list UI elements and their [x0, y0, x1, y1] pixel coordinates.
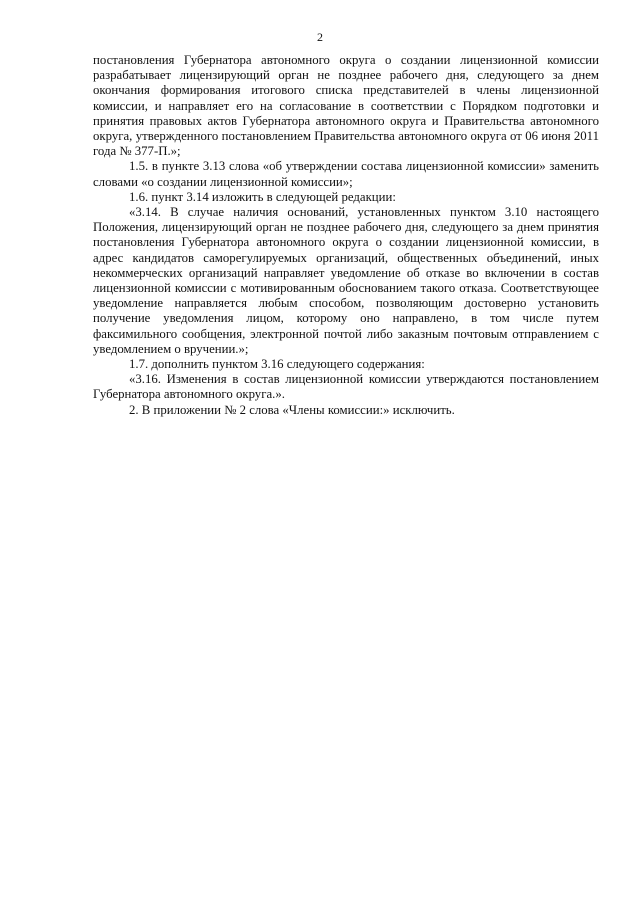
paragraph-item-2: 2. В приложении № 2 слова «Члены комиссии:» исключить. — [129, 402, 455, 417]
page-number: 2 — [317, 30, 323, 44]
document-body — [93, 53, 599, 418]
paragraph-clause-3-16: «3.16. Изменения в состав лицензионной комиссии утверждаются постановлением Губернатора автономного округа.». — [93, 372, 599, 402]
paragraph-item-1-7: 1.7. дополнить пунктом 3.16 следующего содержания: — [129, 357, 425, 372]
paragraph-item-1-6: 1.6. пункт 3.14 изложить в следующей редакции: — [129, 189, 396, 204]
paragraph-continuation: постановления Губернатора автономного округа о создании лицензионной комиссии разрабатывает лицензирующий орган не позднее рабочего дня, следующего за днем окончания формирования итогового списка представителей в члены лицензионной комиссии, и направляет его на согласование в соответствии с Порядком подготовки и принятия правовых актов Губернатора автономного округа и Правительства автономного округа, утвержденного постановлением Правительства автономного округа от 06 июня 2011 года № 377-П.»; — [93, 53, 599, 159]
paragraph-item-1-5: 1.5. в пункте 3.13 слова «об утверждении состава лицензионной комиссии» заменить словами «о создании лицензионной комиссии»; — [93, 159, 599, 189]
paragraph-clause-3-14: «3.14. В случае наличия оснований, установленных пунктом 3.10 настоящего Положения, лицензирующий орган не позднее рабочего дня, следующего за днем принятия постановления Губернатора автономного округа о создании лицензионной комиссии, в адрес кандидатов саморегулируемых организаций, общественных объединений, иных некоммерческих организаций направляет уведомление об отказе во включении в состав лицензионной комиссии с мотивированным обоснованием такого отказа. Соответствующее уведомление направляется любым способом, позволяющим достоверно установить получение уведомления лицом, которому оно направлено, в том числе путем факсимильного сообщения, электронной почтой либо заказным почтовым отправлением с уведомлением о вручении.»; — [93, 205, 599, 356]
